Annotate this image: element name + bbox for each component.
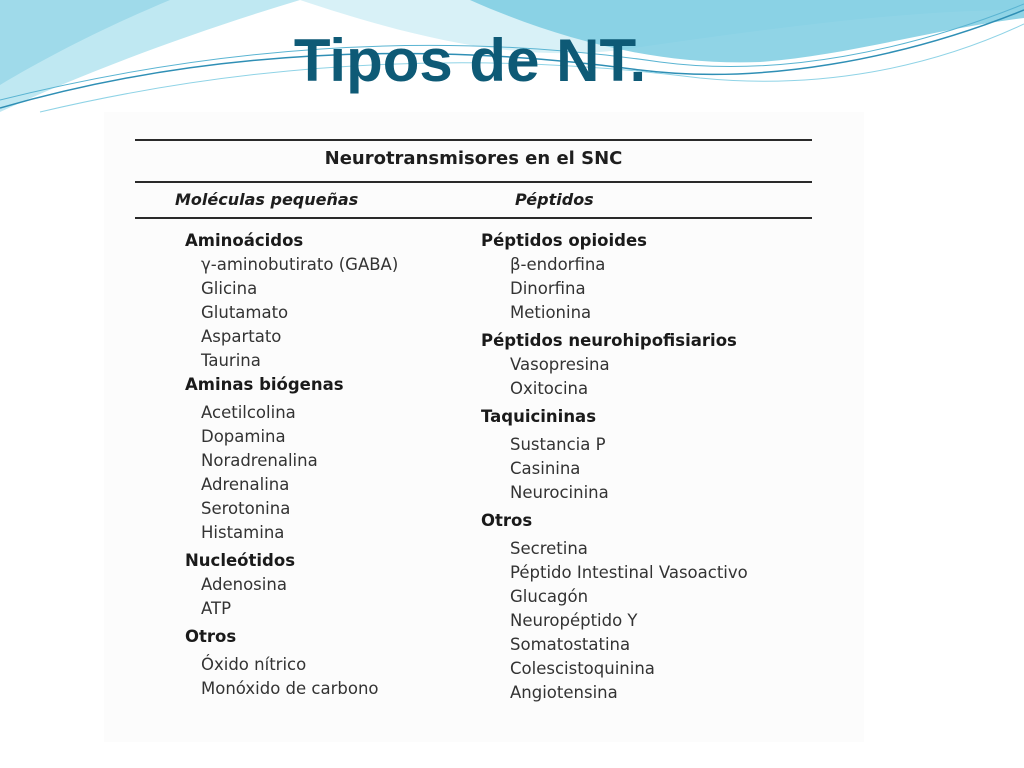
list-item: Neurocinina [510,483,609,502]
column-header-small-molecules: Moléculas pequeñas [175,190,359,209]
group-heading: Otros [185,627,237,646]
list-item: Neuropéptido Y [510,611,638,630]
list-item: Metionina [510,303,592,322]
group-heading: Otros [481,511,533,530]
list-item: γ-aminobutirato (GABA) [201,255,399,274]
list-item: Adrenalina [201,475,290,494]
list-item: Glutamato [201,303,289,322]
slide-title: Tipos de NT. [293,27,647,94]
list-item: Noradrenalina [201,451,318,470]
list-item: Aspartato [201,327,282,346]
list-item: Monóxido de carbono [201,679,379,698]
list-item: Sustancia P [510,435,606,454]
list-item: Adenosina [201,575,287,594]
small-molecules-column [185,229,398,701]
list-item: Glucagón [510,587,589,606]
list-item: Histamina [201,523,285,542]
list-item: Casinina [510,459,581,478]
group-heading: Taquicininas [481,407,597,426]
list-item: Taurina [201,351,261,370]
group-heading: Aminoácidos [185,231,304,250]
list-item: Vasopresina [510,355,610,374]
list-item: Somatostatina [510,635,631,654]
list-item: Secretina [510,539,588,558]
list-item: Colescistoquinina [510,659,655,678]
group-heading: Aminas biógenas [185,375,344,394]
list-item: Acetilcolina [201,403,296,422]
table-caption: Neurotransmisores en el SNC [324,148,623,169]
group-heading: Péptidos opioides [481,231,647,250]
table-top-rule [135,139,812,141]
group-heading: Péptidos neurohipofisiarios [481,331,737,350]
table-header-rule [135,217,812,219]
list-item: Glicina [201,279,258,298]
list-item: Dopamina [201,427,286,446]
list-item: Péptido Intestinal Vasoactivo [510,563,748,582]
column-header-peptides: Péptidos [515,190,594,209]
list-item: Oxitocina [510,379,589,398]
list-item: Serotonina [201,499,291,518]
list-item: ATP [201,599,232,618]
list-item: Angiotensina [510,683,618,702]
group-heading: Nucleótidos [185,551,296,570]
peptides-column [481,229,748,705]
list-item: β-endorfina [510,255,606,274]
table-caption-rule [135,181,812,183]
list-item: Dinorfina [510,279,586,298]
list-item: Óxido nítrico [201,655,307,674]
